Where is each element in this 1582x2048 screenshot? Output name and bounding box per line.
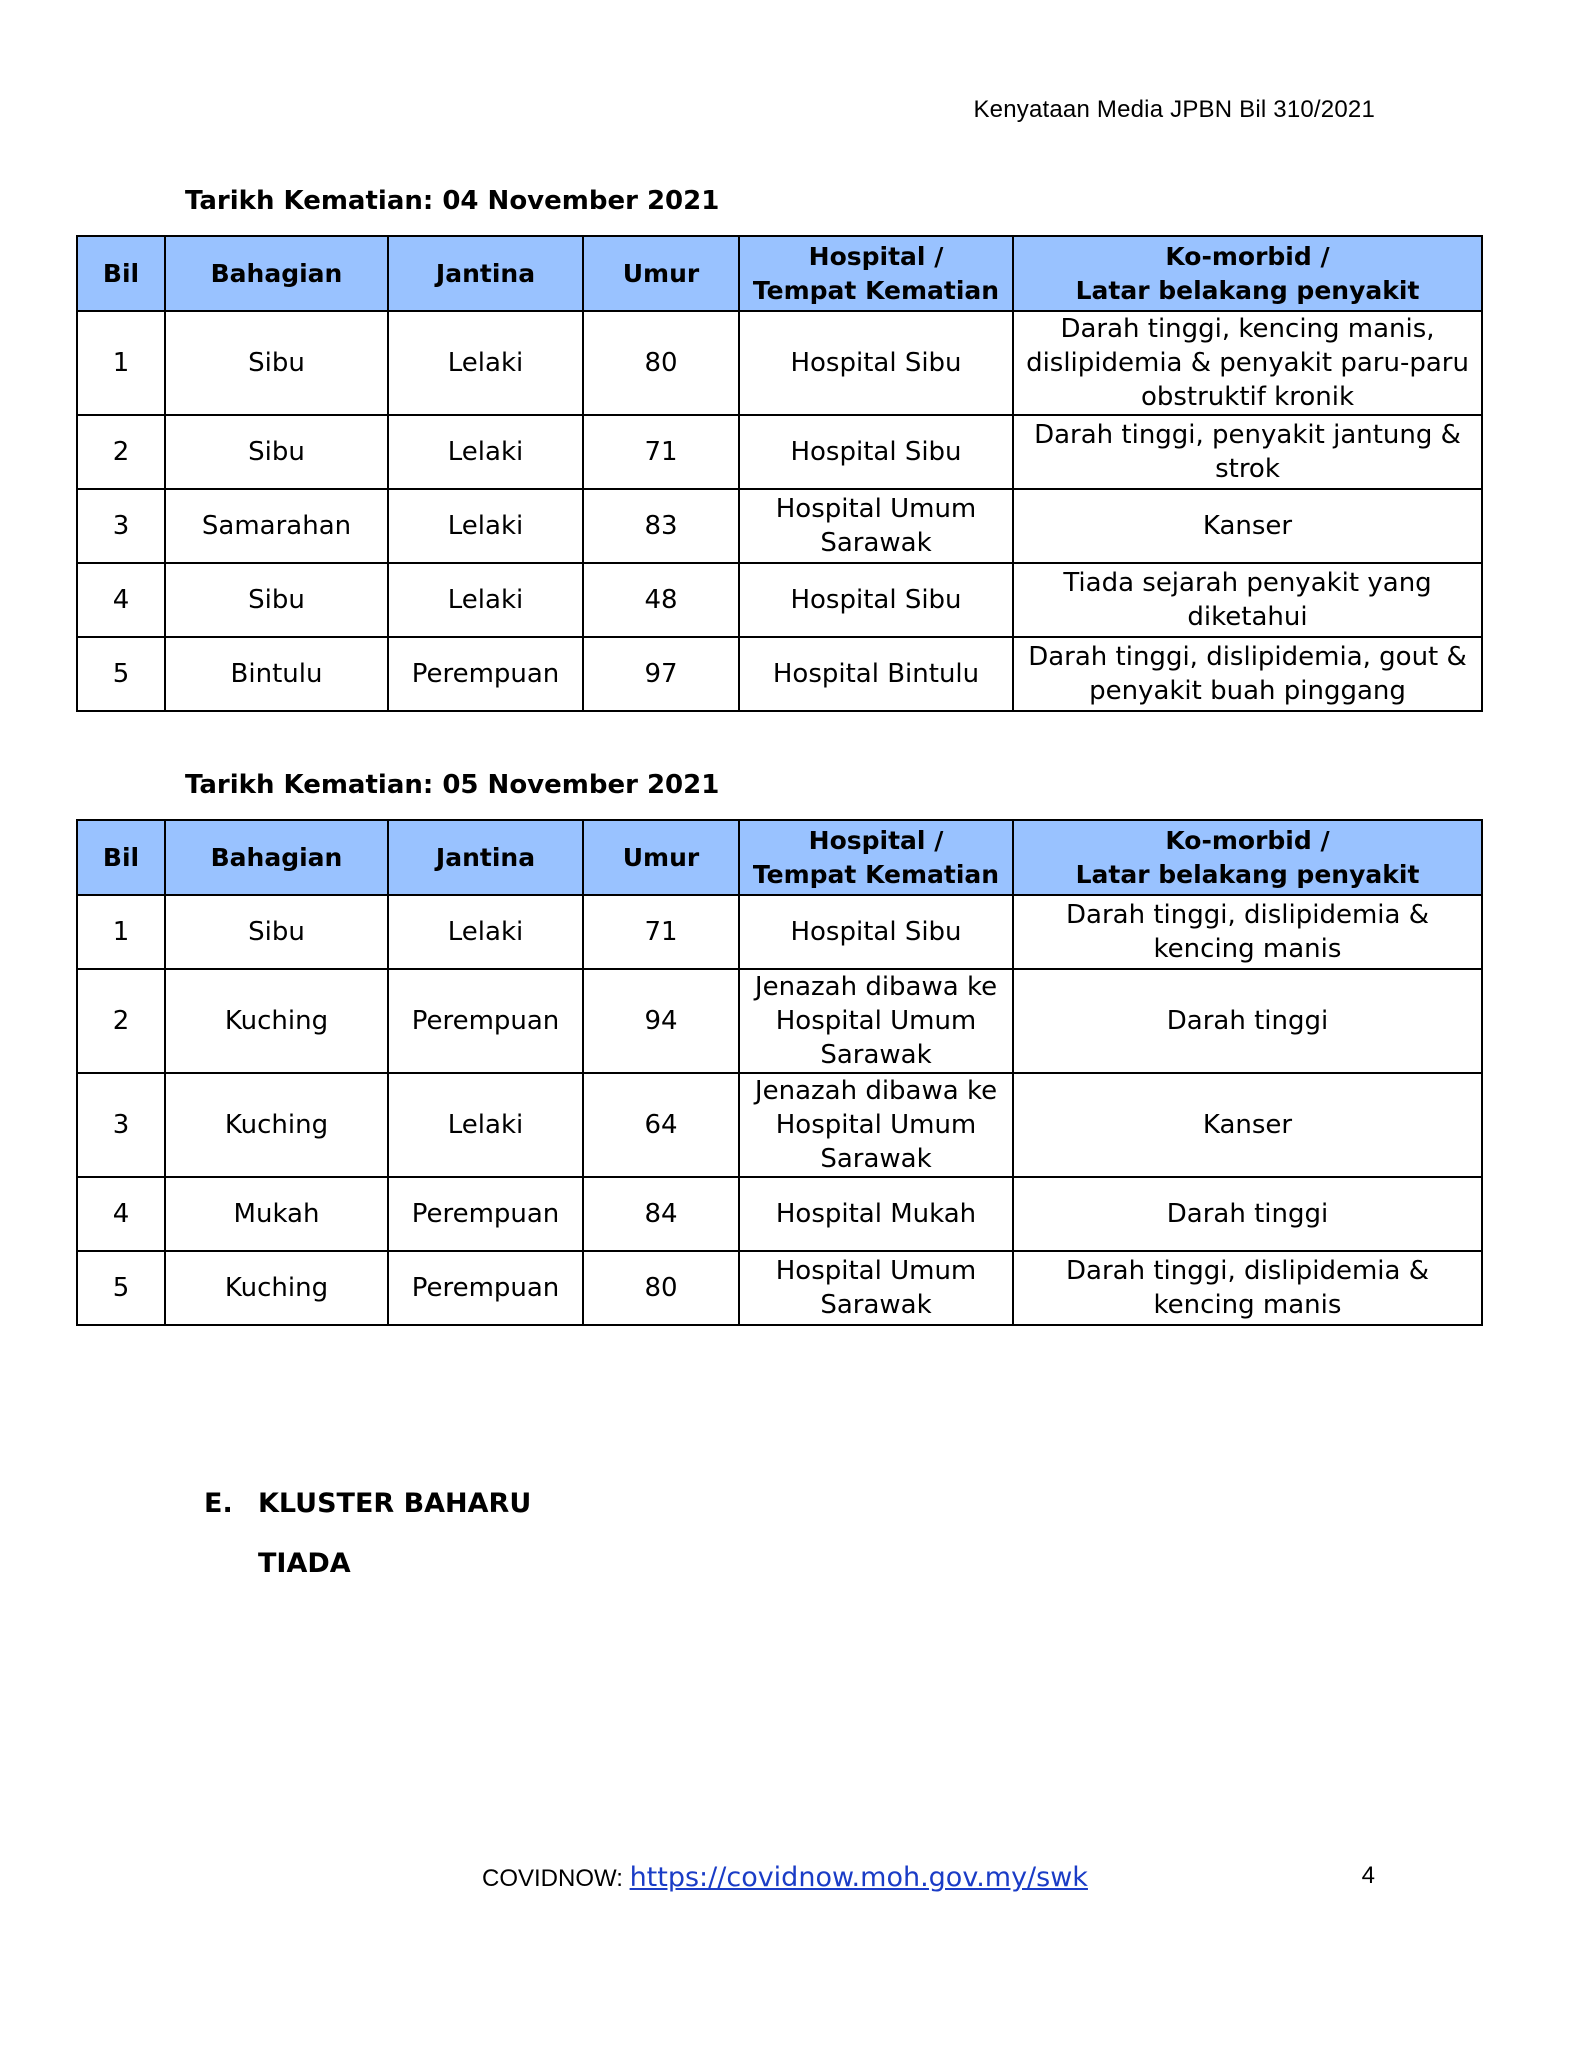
- cell-komorbid: Kanser: [1013, 1073, 1482, 1177]
- column-header-hospital: Hospital / Tempat Kematian: [739, 820, 1013, 895]
- cell-hospital: Jenazah dibawa ke Hospital Umum Sarawak: [739, 1073, 1013, 1177]
- deaths-table-05-november: [76, 819, 1483, 1326]
- cell-umur: 48: [583, 563, 739, 637]
- cell-komorbid: Darah tinggi, dislipidemia, gout & penyakit buah pinggang: [1013, 637, 1482, 711]
- cell-komorbid: Darah tinggi, penyakit jantung & strok: [1013, 415, 1482, 489]
- section-e-body: TIADA: [258, 1548, 351, 1579]
- table-title-05-november: Tarikh Kematian: 05 November 2021: [185, 770, 720, 800]
- cell-umur: 84: [583, 1177, 739, 1251]
- cell-jantina: Perempuan: [388, 1177, 583, 1251]
- cell-jantina: Lelaki: [388, 1073, 583, 1177]
- cell-hospital: Hospital Sibu: [739, 563, 1013, 637]
- column-header-bil: Bil: [77, 820, 165, 895]
- column-header-hospital: Hospital / Tempat Kematian: [739, 236, 1013, 311]
- table-row: [77, 415, 1482, 489]
- column-header-bahagian: Bahagian: [165, 236, 388, 311]
- cell-bahagian: Kuching: [165, 1251, 388, 1325]
- table-title-04-november: Tarikh Kematian: 04 November 2021: [185, 186, 720, 216]
- cell-jantina: Lelaki: [388, 311, 583, 415]
- cell-bil: 5: [77, 637, 165, 711]
- table-row: [77, 489, 1482, 563]
- cell-umur: 97: [583, 637, 739, 711]
- table-row: [77, 969, 1482, 1073]
- cell-jantina: Lelaki: [388, 489, 583, 563]
- table-row: [77, 1073, 1482, 1177]
- cell-hospital: Hospital Umum Sarawak: [739, 489, 1013, 563]
- column-header-jantina: Jantina: [388, 820, 583, 895]
- cell-hospital: Hospital Bintulu: [739, 637, 1013, 711]
- cell-umur: 80: [583, 311, 739, 415]
- covidnow-link[interactable]: https://covidnow.moh.gov.my/swk: [629, 1862, 1088, 1893]
- column-header-bil: Bil: [77, 236, 165, 311]
- cell-umur: 71: [583, 415, 739, 489]
- table-row: [77, 311, 1482, 415]
- deaths-table-04-november: [76, 235, 1483, 712]
- table-row: [77, 563, 1482, 637]
- section-letter: E.: [204, 1488, 233, 1519]
- table-header-row: [77, 236, 1482, 311]
- cell-komorbid: Kanser: [1013, 489, 1482, 563]
- cell-bil: 3: [77, 1073, 165, 1177]
- cell-komorbid: Darah tinggi, kencing manis, dislipidemia & penyakit paru-paru obstruktif kronik: [1013, 311, 1482, 415]
- cell-umur: 83: [583, 489, 739, 563]
- column-header-komorbid: Ko-morbid / Latar belakang penyakit: [1013, 820, 1482, 895]
- cell-hospital: Hospital Sibu: [739, 311, 1013, 415]
- column-header-bahagian: Bahagian: [165, 820, 388, 895]
- cell-bil: 2: [77, 415, 165, 489]
- cell-jantina: Perempuan: [388, 969, 583, 1073]
- cell-bil: 4: [77, 563, 165, 637]
- cell-bil: 1: [77, 895, 165, 969]
- column-header-umur: Umur: [583, 236, 739, 311]
- table-header-row: [77, 820, 1482, 895]
- cell-bahagian: Kuching: [165, 1073, 388, 1177]
- cell-bahagian: Sibu: [165, 415, 388, 489]
- column-header-komorbid: Ko-morbid / Latar belakang penyakit: [1013, 236, 1482, 311]
- table-row: [77, 1251, 1482, 1325]
- cell-bahagian: Sibu: [165, 895, 388, 969]
- table-row: [77, 1177, 1482, 1251]
- cell-komorbid: Darah tinggi: [1013, 1177, 1482, 1251]
- cell-komorbid: Darah tinggi, dislipidemia & kencing manis: [1013, 1251, 1482, 1325]
- table-row: [77, 637, 1482, 711]
- cell-jantina: Perempuan: [388, 1251, 583, 1325]
- cell-jantina: Lelaki: [388, 415, 583, 489]
- cell-bil: 1: [77, 311, 165, 415]
- column-header-jantina: Jantina: [388, 236, 583, 311]
- section-e-heading: [204, 1488, 531, 1519]
- cell-komorbid: Darah tinggi: [1013, 969, 1482, 1073]
- cell-bahagian: Bintulu: [165, 637, 388, 711]
- cell-bahagian: Sibu: [165, 563, 388, 637]
- cell-bahagian: Mukah: [165, 1177, 388, 1251]
- cell-jantina: Perempuan: [388, 637, 583, 711]
- cell-jantina: Lelaki: [388, 563, 583, 637]
- section-heading-text: KLUSTER BAHARU: [258, 1488, 532, 1519]
- cell-umur: 71: [583, 895, 739, 969]
- cell-bil: 2: [77, 969, 165, 1073]
- cell-hospital: Jenazah dibawa ke Hospital Umum Sarawak: [739, 969, 1013, 1073]
- page-number: 4: [1361, 1862, 1375, 1889]
- document-reference: Kenyataan Media JPBN Bil 310/2021: [973, 96, 1375, 123]
- cell-jantina: Lelaki: [388, 895, 583, 969]
- cell-hospital: Hospital Sibu: [739, 895, 1013, 969]
- cell-umur: 64: [583, 1073, 739, 1177]
- cell-komorbid: Tiada sejarah penyakit yang diketahui: [1013, 563, 1482, 637]
- cell-bahagian: Sibu: [165, 311, 388, 415]
- cell-hospital: Hospital Mukah: [739, 1177, 1013, 1251]
- footer-label: COVIDNOW:: [482, 1865, 630, 1892]
- cell-bil: 5: [77, 1251, 165, 1325]
- table-row: [77, 895, 1482, 969]
- cell-umur: 94: [583, 969, 739, 1073]
- column-header-umur: Umur: [583, 820, 739, 895]
- cell-hospital: Hospital Umum Sarawak: [739, 1251, 1013, 1325]
- cell-bahagian: Kuching: [165, 969, 388, 1073]
- cell-komorbid: Darah tinggi, dislipidemia & kencing manis: [1013, 895, 1482, 969]
- cell-bil: 4: [77, 1177, 165, 1251]
- cell-hospital: Hospital Sibu: [739, 415, 1013, 489]
- cell-umur: 80: [583, 1251, 739, 1325]
- cell-bahagian: Samarahan: [165, 489, 388, 563]
- cell-bil: 3: [77, 489, 165, 563]
- footer: [482, 1862, 1088, 1893]
